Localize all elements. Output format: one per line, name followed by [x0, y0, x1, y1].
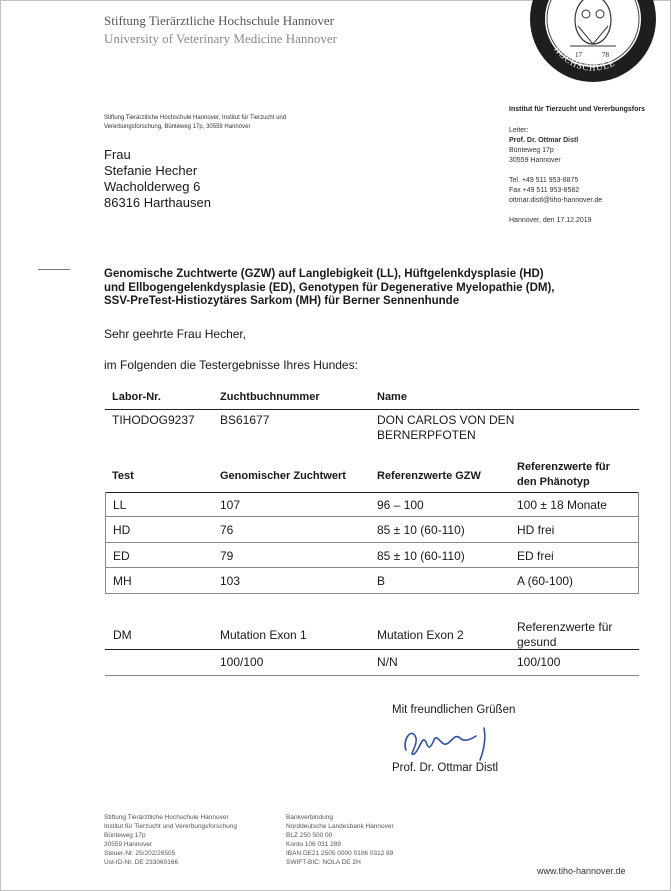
greeting: Sehr geehrte Frau Hecher,: [104, 327, 247, 341]
footer-bank: Bankverbindung Norddeutsche Landesbank Hannover BLZ 250 500 00 Konto 106 031 289 IBAN DE21 2505 0000 0106 0312 89 SWIFT-BIC: NOLA DE 2H: [286, 814, 394, 866]
row-divider: [105, 567, 639, 568]
gzw-row-hd-test: HD: [113, 523, 131, 537]
gzw-row-ed-value: 79: [220, 549, 234, 563]
dm-header-referenz-1: Referenzwerte für: [517, 620, 613, 634]
dm-value-exon2: N/N: [377, 655, 398, 669]
recipient-street: Wacholderweg 6: [104, 179, 201, 194]
col-header-labor-nr: Labor-Nr.: [112, 391, 161, 403]
gzw-row-mh-test: MH: [113, 574, 132, 588]
seal-year-right: 78: [602, 51, 609, 59]
gzw-row-ll-test: LL: [113, 498, 127, 512]
institute-name: Institut für Tierzucht und Vererbungsfors: [509, 106, 645, 113]
table-rule: [105, 409, 639, 410]
institute-contact: Leiter: Prof. Dr. Ottmar Distl Bünteweg 17p 30559 Hannover Tel. +49 511 953-8875 Fax +49 511 953-8582 ottmar.distl@tiho-hannover.de Hannover, den 17.12.2019: [509, 127, 603, 224]
gzw-row-mh-pheno: A (60-100): [517, 574, 574, 588]
recipient-address: [104, 147, 211, 211]
col-header-zuchtwert: Genomischer Zuchtwert: [220, 470, 346, 482]
col-header-referenz-phaenotyp-2: den Phänotyp: [517, 476, 590, 488]
gzw-row-ll-value: 107: [220, 498, 241, 512]
signatory-name: Prof. Dr. Ottmar Distl: [392, 762, 499, 774]
website-link[interactable]: www.tiho-hannover.de: [537, 866, 626, 876]
table-rule: [105, 649, 639, 650]
university-name-de: Stiftung Tierärztliche Hochschule Hannover: [104, 13, 334, 28]
institute-fax: Fax +49 511 953-8582: [509, 187, 580, 194]
gzw-row-ed-ref: 85 ± 10 (60-110): [377, 549, 465, 563]
table-border-left: [105, 492, 106, 593]
fold-mark: [38, 269, 70, 270]
dm-header-exon1: Mutation Exon 1: [220, 628, 307, 642]
letter-date: Hannover, den 17.12.2019: [509, 217, 592, 224]
row-divider: [105, 516, 639, 517]
dog-name-line2: BERNERPFOTEN: [377, 428, 476, 442]
row-divider: [105, 675, 639, 676]
row-divider: [105, 542, 639, 543]
gzw-row-hd-value: 76: [220, 523, 234, 537]
zuchtbuch-value: BS61677: [220, 413, 270, 427]
university-name-en: University of Veterinary Medicine Hannover: [104, 31, 337, 46]
footer-address: Stiftung Tierärztliche Hochschule Hannover Institut für Tierzucht und Vererbungsforschung Bünteweg 17p 30559 Hannover Steuer-Nr. 25/202/26505 Ust-ID-Nr. DE 233060166: [104, 814, 237, 866]
dm-value-referenz: 100/100: [517, 655, 561, 669]
dm-value-exon1: 100/100: [220, 655, 264, 669]
seal-year-left: 17: [575, 51, 582, 59]
table-border-right: [638, 492, 639, 593]
gzw-row-hd-pheno: HD frei: [517, 523, 555, 537]
row-divider: [105, 593, 639, 594]
col-header-referenz-phaenotyp-1: Referenzwerte für: [517, 461, 610, 473]
col-header-test: Test: [112, 470, 134, 482]
col-header-name: Name: [377, 391, 407, 403]
gzw-row-ll-pheno: 100 ± 18 Monate: [517, 498, 607, 512]
dm-header-exon2: Mutation Exon 2: [377, 628, 464, 642]
recipient-city: 86316 Harthausen: [104, 195, 211, 210]
gzw-row-mh-value: 103: [220, 574, 241, 588]
recipient-salutation: Frau: [104, 147, 131, 162]
gzw-row-ed-test: ED: [113, 549, 130, 563]
gzw-row-ll-ref: 96 – 100: [377, 498, 424, 512]
closing-phrase: Mit freundlichen Grüßen: [392, 704, 516, 716]
dog-name-line1: DON CARLOS VON DEN: [377, 413, 515, 427]
col-header-zuchtbuchnummer: Zuchtbuchnummer: [220, 391, 320, 403]
gzw-row-ed-pheno: ED frei: [517, 549, 554, 563]
institute-head: Prof. Dr. Ottmar Distl: [509, 137, 579, 144]
recipient-name: Stefanie Hecher: [104, 163, 198, 178]
seal-ring-text: HOCHSCHULE: [552, 44, 617, 73]
letter-subject: Genomische Zuchtwerte (GZW) auf Langlebigkeit (LL), Hüftgelenkdysplasie (HD) und Ellbogengelenkdysplasie (ED), Genotypen für Degenerative Myelopathie (DM), SSV-PreTest-Histiozytäres Sarkom (MH) für Berner Sennenhunde: [104, 268, 555, 307]
dm-header-test: DM: [113, 628, 132, 642]
table-rule: [105, 492, 639, 493]
dm-header-referenz-2: gesund: [517, 635, 557, 649]
gzw-row-hd-ref: 85 ± 10 (60-110): [377, 523, 465, 537]
col-header-referenz-gzw: Referenzwerte GZW: [377, 470, 481, 482]
labor-nr-value: TIHODOG9237: [112, 413, 195, 427]
intro-text: im Folgenden die Testergebnisse Ihres Hundes:: [104, 358, 358, 372]
institute-email: ottmar.distl@tiho-hannover.de: [509, 197, 603, 204]
gzw-row-mh-ref: B: [377, 574, 386, 588]
sender-line: Stiftung Tierärztliche Hochschule Hannover, Institut für Tierzucht und Vererbungsforschung, Bünteweg 17p, 30559 Hannover: [104, 115, 287, 130]
institute-tel: Tel. +49 511 953-8875: [509, 177, 579, 184]
